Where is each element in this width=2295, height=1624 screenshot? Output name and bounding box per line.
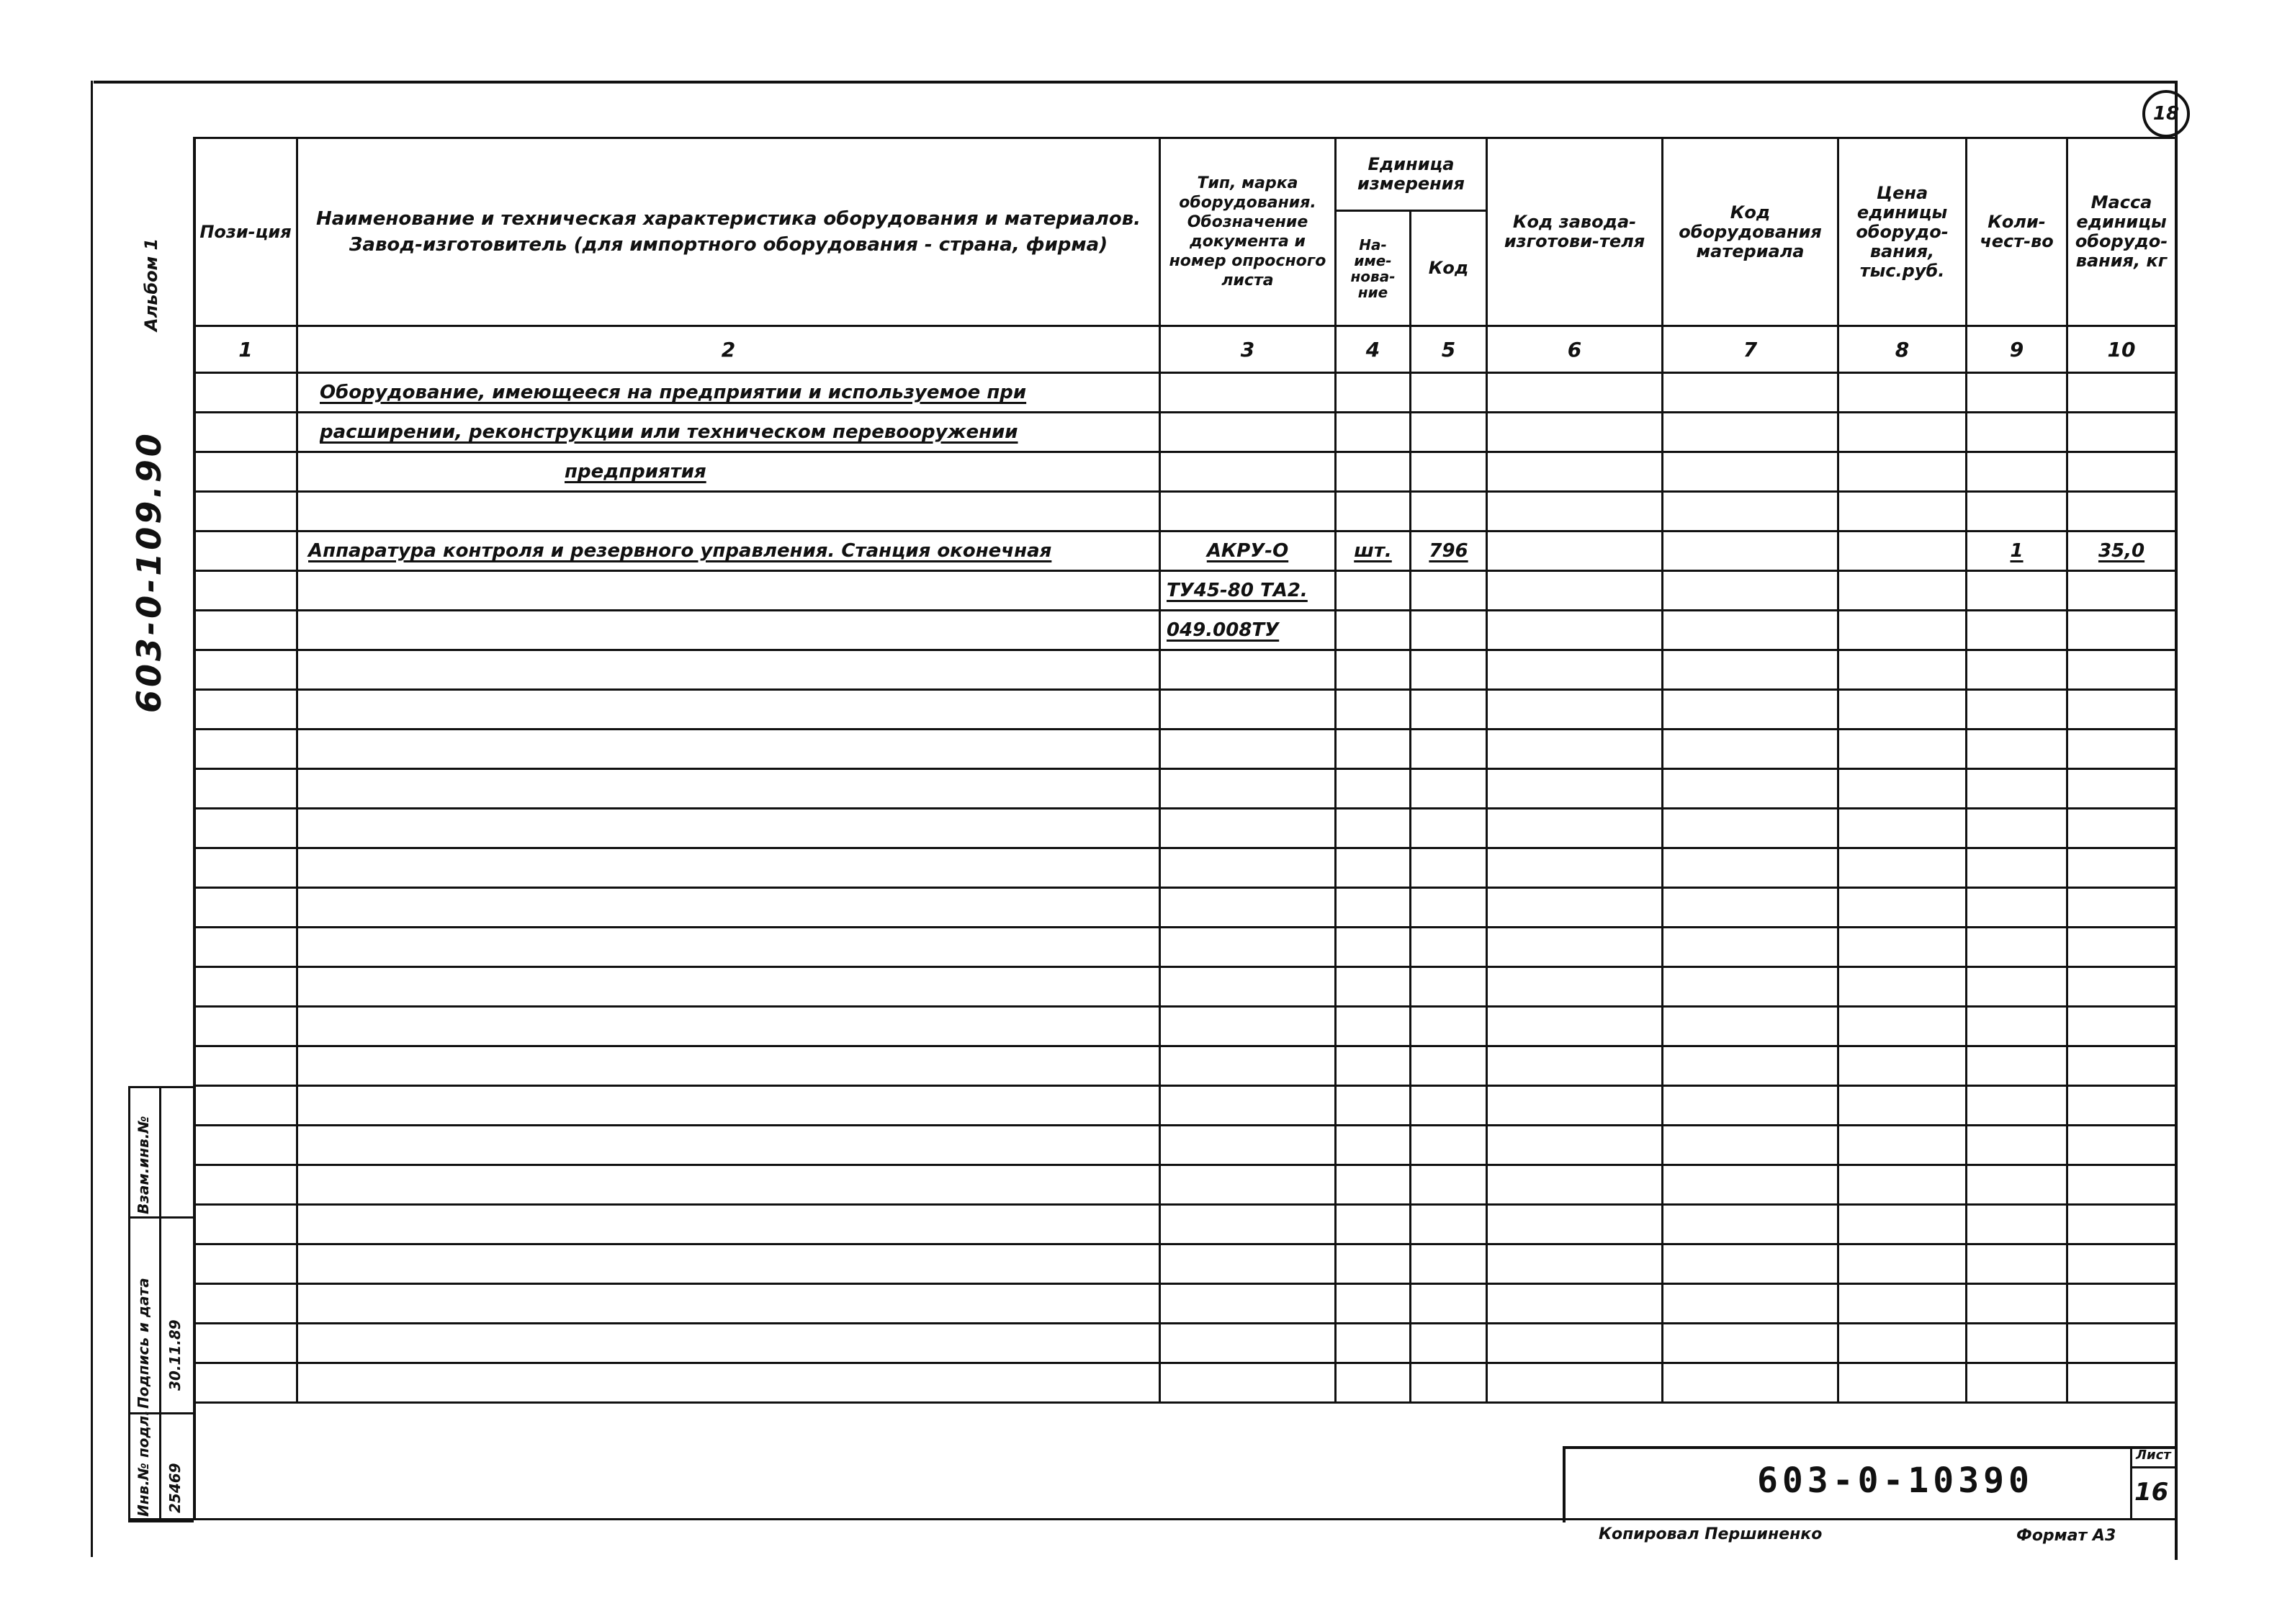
table-row: [194, 730, 2176, 769]
table-row: [194, 413, 2176, 452]
table-cell: [1663, 888, 1838, 928]
table-cell: [1160, 928, 1336, 967]
table-cell: [2067, 650, 2176, 690]
table-cell: [1663, 1284, 1838, 1324]
table-cell: [1336, 1007, 1411, 1046]
table-cell: [194, 1007, 297, 1046]
table-row: [194, 1284, 2176, 1324]
stamp-divider: [130, 1216, 194, 1219]
table-cell: [1487, 650, 1663, 690]
table-cell: [1838, 1205, 1967, 1244]
table-cell: [2067, 928, 2176, 967]
table-cell: [1967, 650, 2067, 690]
table-row: [194, 1126, 2176, 1165]
table-cell: [1487, 1046, 1663, 1086]
table-cell: [1487, 928, 1663, 967]
table-cell: [1160, 1324, 1336, 1363]
column-number: 2: [297, 326, 1160, 373]
table-cell: [194, 769, 297, 809]
table-cell: [194, 1086, 297, 1126]
table-cell: [1336, 1284, 1411, 1324]
header-equipment-code: Код оборудования материала: [1663, 138, 1838, 326]
table-cell: [297, 809, 1160, 848]
column-number: 9: [1967, 326, 2067, 373]
table-cell: [194, 809, 297, 848]
table-cell: [194, 1165, 297, 1205]
header-type: Тип, марка оборудования. Обозначение документа и номер опросного листа: [1160, 138, 1336, 326]
table-cell: [1336, 1046, 1411, 1086]
table-cell: [297, 848, 1160, 888]
table-cell: [1967, 1007, 2067, 1046]
album-label: Альбом 1: [141, 238, 161, 331]
table-cell: [1838, 1086, 1967, 1126]
table-cell: [1663, 1046, 1838, 1086]
table-cell: [1967, 809, 2067, 848]
table-cell: [1487, 1086, 1663, 1126]
table-cell: [1336, 1324, 1411, 1363]
table-cell: [1336, 848, 1411, 888]
table-cell: [1663, 1165, 1838, 1205]
header-row: [194, 138, 2176, 211]
table-cell: [1411, 650, 1487, 690]
format-label: Формат А3: [2016, 1527, 2116, 1545]
title-doc-code: 603-0-10390: [1757, 1461, 2034, 1501]
table-cell: [2067, 1165, 2176, 1205]
table-cell: [1967, 888, 2067, 928]
section-heading-line: расширении, реконструкции или техническом перевооружении: [320, 421, 1018, 443]
table-row: [194, 690, 2176, 730]
table-cell: [1487, 730, 1663, 769]
table-cell: [1838, 650, 1967, 690]
table-cell: [1336, 690, 1411, 730]
table-cell: [1838, 690, 1967, 730]
table-cell: [1411, 730, 1487, 769]
table-cell: [1411, 967, 1487, 1007]
sheet-divider: [2130, 1466, 2175, 1468]
table-row: [194, 1086, 2176, 1126]
item-unit: шт.: [1354, 540, 1392, 562]
table-cell: [2067, 730, 2176, 769]
table-row: [194, 571, 2176, 611]
table-cell: [1487, 1244, 1663, 1284]
table-cell: [2067, 1324, 2176, 1363]
left-margin-line: [91, 81, 93, 1557]
table-row: [194, 452, 2176, 492]
table-cell: [1487, 1363, 1663, 1403]
table-cell: [297, 1205, 1160, 1244]
table-row: [194, 1165, 2176, 1205]
table-cell: [1967, 1086, 2067, 1126]
table-cell: [1336, 1165, 1411, 1205]
header-quantity: Коли-чест-во: [1967, 138, 2067, 326]
table-cell: [1487, 1284, 1663, 1324]
table-cell: [297, 888, 1160, 928]
header-mass: Масса единицы оборудо-вания, кг: [2067, 138, 2176, 326]
table-cell: [2067, 888, 2176, 928]
table-cell: [2067, 1363, 2176, 1403]
table-cell: [1487, 1126, 1663, 1165]
stamp-inv-value: 25469: [166, 1463, 184, 1513]
table-cell: [2067, 1244, 2176, 1284]
table-cell: [2067, 1007, 2176, 1046]
table-cell: [1838, 769, 1967, 809]
item-quantity: 1: [2010, 540, 2024, 562]
table-cell: [1336, 928, 1411, 967]
table-cell: [297, 690, 1160, 730]
table-cell: [194, 1284, 297, 1324]
table-cell: [1336, 1205, 1411, 1244]
item-name: Аппаратура контроля и резервного управления. Станция оконечная: [308, 540, 1052, 562]
table-cell: [194, 1046, 297, 1086]
table-cell: [1838, 1126, 1967, 1165]
table-cell: [1487, 769, 1663, 809]
table-cell: [1663, 848, 1838, 888]
item-type: АКРУ-О: [1206, 540, 1289, 562]
header-unit-code: Код: [1411, 211, 1487, 326]
table-cell: [194, 848, 297, 888]
table-row: [194, 1324, 2176, 1363]
table-cell: [297, 1284, 1160, 1324]
table-cell: [1838, 1363, 1967, 1403]
table-cell: [1663, 809, 1838, 848]
table-cell: [1160, 1205, 1336, 1244]
column-number-row: [194, 326, 2176, 373]
table-cell: [2067, 809, 2176, 848]
table-row: [194, 967, 2176, 1007]
header-position: Пози-ция: [194, 138, 297, 326]
page-number-circle: 18: [2142, 90, 2190, 138]
table-cell: [194, 1205, 297, 1244]
table-cell: [1967, 730, 2067, 769]
column-number: 6: [1487, 326, 1663, 373]
table-cell: [1663, 769, 1838, 809]
table-cell: [297, 1007, 1160, 1046]
table-cell: [1967, 690, 2067, 730]
table-cell: [1838, 1046, 1967, 1086]
stamp-date-value: 30.11.89: [166, 1319, 184, 1391]
column-number: 8: [1838, 326, 1967, 373]
table-cell: [2067, 690, 2176, 730]
table-cell: [1663, 1007, 1838, 1046]
item-type-line3: 049.008ТУ: [1167, 619, 1280, 641]
table-cell: [1967, 769, 2067, 809]
table-cell: [1487, 888, 1663, 928]
table-cell: [1838, 1284, 1967, 1324]
table-cell: [1160, 1007, 1336, 1046]
table-cell: [1336, 809, 1411, 848]
table-cell: [1487, 848, 1663, 888]
table-cell: [1160, 730, 1336, 769]
table-cell: [1838, 967, 1967, 1007]
table-cell: [1838, 848, 1967, 888]
item-mass: 35,0: [2098, 540, 2145, 562]
table-cell: [1967, 1126, 2067, 1165]
table-cell: [297, 1363, 1160, 1403]
table-cell: [1487, 1324, 1663, 1363]
header-factory-code: Код завода-изготови-теля: [1487, 138, 1663, 326]
table-cell: [2067, 1205, 2176, 1244]
table-row: [194, 769, 2176, 809]
table-cell: [1411, 1165, 1487, 1205]
table-cell: [1411, 1363, 1487, 1403]
table-cell: [1967, 1205, 2067, 1244]
table-cell: [1411, 888, 1487, 928]
table-cell: [1411, 809, 1487, 848]
table-cell: [1411, 1205, 1487, 1244]
table-cell: [1160, 1126, 1336, 1165]
table-cell: [1160, 1165, 1336, 1205]
table-cell: [1487, 809, 1663, 848]
table-cell: [1487, 1007, 1663, 1046]
table-cell: [1838, 1244, 1967, 1284]
header-name: Наименование и техническая характеристика оборудования и материалов. Завод-изготовитель (для импортного оборудования - страна, фирма): [297, 138, 1160, 326]
table-cell: [1663, 1126, 1838, 1165]
table-row: [194, 1363, 2176, 1403]
column-number: 3: [1160, 326, 1336, 373]
header-unit: Единица измерения: [1336, 138, 1487, 211]
table-cell: [194, 1244, 297, 1284]
section-heading-line: Оборудование, имеющееся на предприятии и используемое при: [320, 382, 1027, 403]
table-row: [194, 888, 2176, 928]
table-cell: [1663, 1363, 1838, 1403]
sheet-number: 16: [2134, 1478, 2169, 1507]
table-cell: [1663, 928, 1838, 967]
table-cell: [1487, 1205, 1663, 1244]
table-cell: [1411, 1126, 1487, 1165]
table-cell: [297, 730, 1160, 769]
table-cell: [1336, 1363, 1411, 1403]
table-cell: [1411, 1046, 1487, 1086]
table-row: [194, 1244, 2176, 1284]
table-cell: [1967, 1284, 2067, 1324]
table-cell: [1160, 1244, 1336, 1284]
table-cell: [1838, 730, 1967, 769]
table-cell: [1487, 967, 1663, 1007]
table-row: [194, 1205, 2176, 1244]
table-row: [194, 809, 2176, 848]
table-row: [194, 928, 2176, 967]
table-cell: [297, 1126, 1160, 1165]
table-row: [194, 611, 2176, 650]
table-cell: [1967, 928, 2067, 967]
table-cell: [1411, 1086, 1487, 1126]
table-cell: [1663, 730, 1838, 769]
table-cell: [1336, 1126, 1411, 1165]
approval-stamp-block: [128, 1086, 194, 1522]
table-cell: [1160, 690, 1336, 730]
table-cell: [1838, 1007, 1967, 1046]
table-cell: [1336, 769, 1411, 809]
stamp-signature-label: Подпись и дата: [135, 1278, 152, 1409]
table-cell: [1411, 1284, 1487, 1324]
table-cell: [1411, 928, 1487, 967]
table-cell: [1336, 730, 1411, 769]
table-cell: [297, 769, 1160, 809]
sheet-label: Лист: [2136, 1448, 2171, 1463]
table-cell: [1967, 1165, 2067, 1205]
stamp-inv-label: Инв.№ подл.: [135, 1410, 152, 1517]
table-cell: [1411, 1244, 1487, 1284]
item-type-line2: ТУ45-80 ТА2.: [1167, 580, 1308, 601]
table-cell: [1160, 1046, 1336, 1086]
header-price: Цена единицы оборудо-вания, тыс.руб.: [1838, 138, 1967, 326]
column-number: 5: [1411, 326, 1487, 373]
table-cell: [1160, 848, 1336, 888]
column-number: 10: [2067, 326, 2176, 373]
table-cell: [1838, 1165, 1967, 1205]
table-row: [194, 848, 2176, 888]
table-cell: [194, 1363, 297, 1403]
table-cell: [194, 650, 297, 690]
table-cell: [1336, 1244, 1411, 1284]
table-cell: [1487, 690, 1663, 730]
table-cell: [1411, 690, 1487, 730]
table-cell: [1411, 1007, 1487, 1046]
table-cell: [1411, 769, 1487, 809]
table-cell: [194, 888, 297, 928]
table-cell: [2067, 848, 2176, 888]
table-cell: [297, 928, 1160, 967]
table-row: [194, 531, 2176, 571]
table-cell: [1160, 888, 1336, 928]
table-cell: [1336, 650, 1411, 690]
column-number: 4: [1336, 326, 1411, 373]
section-heading-line: предприятия: [565, 461, 706, 483]
table-cell: [1411, 1324, 1487, 1363]
copied-by: Копировал Першиненко: [1599, 1525, 1823, 1543]
table-cell: [194, 730, 297, 769]
table-cell: [297, 1244, 1160, 1284]
table-cell: [297, 967, 1160, 1007]
specification-table: [193, 137, 2177, 1404]
table-cell: [194, 690, 297, 730]
table-cell: [1967, 848, 2067, 888]
table-cell: [1336, 1086, 1411, 1126]
table-row: [194, 1046, 2176, 1086]
stamp-replace-label: Взам.инв.№: [135, 1116, 152, 1214]
table-cell: [1663, 1244, 1838, 1284]
table-cell: [1838, 928, 1967, 967]
table-cell: [1160, 1086, 1336, 1126]
table-cell: [194, 1324, 297, 1363]
column-number: 7: [1663, 326, 1838, 373]
table-cell: [1160, 809, 1336, 848]
header-unit-name: На-име-нова-ние: [1336, 211, 1411, 326]
table-cell: [1336, 888, 1411, 928]
table-cell: [194, 928, 297, 967]
table-cell: [1160, 1363, 1336, 1403]
table-cell: [1663, 1205, 1838, 1244]
table-cell: [297, 650, 1160, 690]
table-cell: [2067, 1046, 2176, 1086]
table-row: [194, 373, 2176, 413]
table-cell: [1838, 888, 1967, 928]
table-cell: [1160, 1284, 1336, 1324]
table-cell: [194, 1126, 297, 1165]
table-cell: [1160, 769, 1336, 809]
table-cell: [297, 1046, 1160, 1086]
table-cell: [297, 1165, 1160, 1205]
table-cell: [194, 967, 297, 1007]
table-row: [194, 492, 2176, 531]
table-cell: [2067, 1284, 2176, 1324]
table-cell: [1967, 1363, 2067, 1403]
table-cell: [1160, 650, 1336, 690]
column-number: 1: [194, 326, 297, 373]
table-cell: [2067, 967, 2176, 1007]
table-row: [194, 650, 2176, 690]
vertical-doc-code: 603-0-109.90: [130, 431, 169, 713]
table-cell: [1663, 650, 1838, 690]
table-cell: [2067, 769, 2176, 809]
table-cell: [1967, 1244, 2067, 1284]
table-cell: [1160, 967, 1336, 1007]
table-cell: [1967, 967, 2067, 1007]
table-cell: [1411, 848, 1487, 888]
table-cell: [297, 1324, 1160, 1363]
table-cell: [2067, 1086, 2176, 1126]
table-cell: [1967, 1324, 2067, 1363]
table-row: [194, 1007, 2176, 1046]
table-cell: [1967, 1046, 2067, 1086]
table-cell: [297, 1086, 1160, 1126]
table-cell: [1336, 967, 1411, 1007]
table-cell: [1487, 1165, 1663, 1205]
table-cell: [1663, 967, 1838, 1007]
table-cell: [1838, 809, 1967, 848]
item-unit-code: 796: [1429, 540, 1468, 562]
table-cell: [1663, 690, 1838, 730]
table-cell: [1838, 1324, 1967, 1363]
table-cell: [2067, 1126, 2176, 1165]
table-cell: [1663, 1086, 1838, 1126]
table-cell: [1663, 1324, 1838, 1363]
